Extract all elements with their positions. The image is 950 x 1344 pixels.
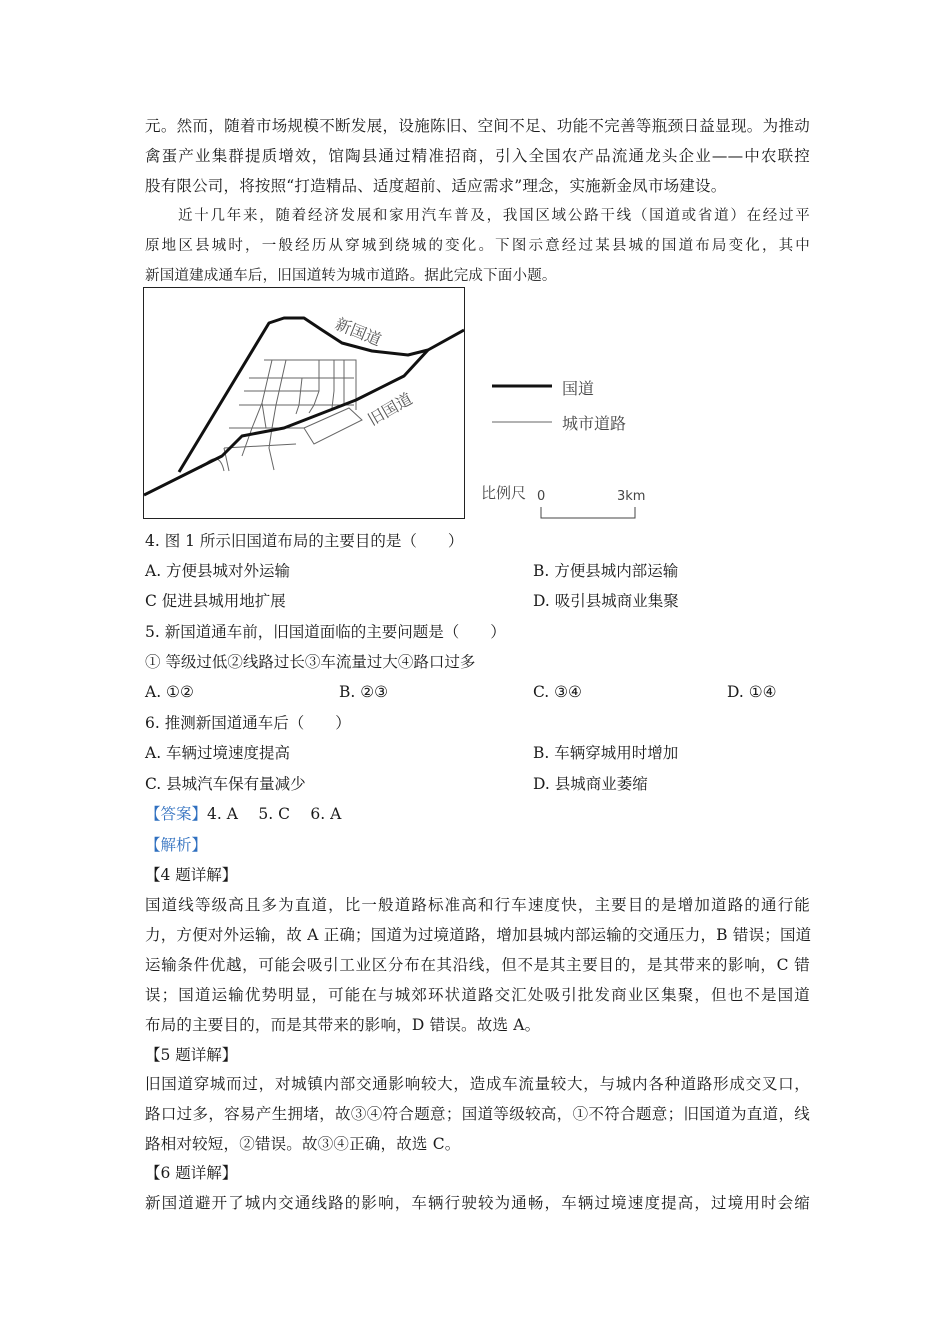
answer-tag: 【答案】 — [145, 805, 208, 823]
detail-6-title: 【6 题详解】 — [145, 1164, 238, 1182]
scale-zero: 0 — [537, 489, 546, 504]
question-4-option-a: A. 方便县城对外运输 — [145, 562, 291, 580]
answer-text: 4. A 5. C 6. A — [207, 805, 342, 823]
analysis-tag: 【解析】 — [145, 836, 208, 854]
detail-4-line-2: 力，方便对外运输，故 A 正确；国道为过境道路，增加县城内部运输的交通压力，B 错误；国道 — [145, 926, 812, 944]
legend-city-road: 城市道路 — [562, 414, 627, 433]
detail-5-line-2: 路口过多，容易产生拥堵，故③④符合题意；国道等级较高，①不符合题意；旧国道为直道，线 — [145, 1105, 810, 1123]
detail-4-line-1: 国道线等级高且多为直道，比一般道路标准高和行车速度快，主要目的是增加道路的通行能 — [145, 896, 810, 914]
detail-5-line-3: 路相对较短，②错误。故③④正确，故选 C。 — [145, 1135, 461, 1153]
detail-6-line-1: 新国道避开了城内交通线路的影响，车辆行驶较为通畅，车辆过境速度提高，过境用时会缩 — [145, 1194, 810, 1212]
detail-4-title: 【4 题详解】 — [145, 866, 238, 884]
detail-5-line-1: 旧国道穿城而过，对城镇内部交通影响较大，造成车流量较大，与城内各种道路形成交叉口， — [145, 1075, 810, 1093]
legend-lines — [492, 380, 562, 430]
scale-label: 比例尺 — [481, 484, 527, 502]
question-5-statements: ① 等级过低②线路过长③车流量过大④路口过多 — [145, 653, 476, 671]
intro-line-2: 禽蛋产业集群提质增效，馆陶县通过精准招商，引入全国农产品流通龙头企业——中农联控 — [145, 147, 810, 165]
answer-row — [145, 803, 341, 825]
question-6-option-a: A. 车辆过境速度提高 — [145, 744, 291, 762]
stem-line-2: 原地区县城时，一般经历从穿城到绕城的变化。下图示意经过某县城的国道布局变化，其中 — [145, 238, 810, 254]
legend-national-road: 国道 — [562, 379, 595, 398]
road-map-svg — [144, 288, 464, 518]
road-map-figure — [143, 287, 465, 519]
question-6-option-c: C. 县城汽车保有量减少 — [145, 775, 306, 793]
new-road-label: 新国道 — [332, 314, 385, 350]
scale-max: 3km — [617, 489, 646, 504]
question-5-stem: 5. 新国道通车前，旧国道面临的主要问题是（ ） — [145, 623, 506, 641]
stem-line-3: 新国道建成通车后，旧国道转为城市道路。据此完成下面小题。 — [145, 268, 557, 284]
stem-line-1: 近十几年来，随着经济发展和家用汽车普及，我国区域公路干线（国道或省道）在经过平 — [178, 208, 810, 224]
question-6-option-d: D. 县城商业萎缩 — [533, 775, 648, 793]
question-6-stem: 6. 推测新国道通车后（ ） — [145, 714, 351, 732]
question-5-option-a: A. ①② — [145, 683, 194, 701]
question-4-option-d: D. 吸引县城商业集聚 — [533, 592, 679, 610]
question-4-stem: 4. 图 1 所示旧国道布局的主要目的是（ ） — [145, 532, 464, 550]
question-5-option-d: D. ①④ — [727, 683, 777, 701]
question-5-option-b: B. ②③ — [339, 683, 389, 701]
scale-bar — [540, 506, 640, 520]
detail-4-line-4: 误；国道运输优势明显，可能在与城郊环状道路交汇处吸引批发商业区集聚，但也不是国道 — [145, 986, 810, 1004]
detail-4-line-5: 布局的主要目的，而是其带来的影响，D 错误。故选 A。 — [145, 1016, 541, 1034]
question-4-option-b: B. 方便县城内部运输 — [533, 562, 679, 580]
intro-line-3: 股有限公司，将按照“打造精品、适度超前、适应需求”理念，实施新金凤市场建设。 — [145, 177, 727, 195]
question-6-option-b: B. 车辆穿城用时增加 — [533, 744, 679, 762]
old-road-label: 旧国道 — [364, 389, 416, 430]
intro-line-1: 元。然而，随着市场规模不断发展，设施陈旧、空间不足、功能不完善等瓶颈日益显现。为推动 — [145, 117, 810, 135]
detail-5-title: 【5 题详解】 — [145, 1046, 238, 1064]
question-5-option-c: C. ③④ — [533, 683, 582, 701]
question-4-option-c: C 促进县城用地扩展 — [145, 592, 286, 610]
detail-4-line-3: 运输条件优越，可能会吸引工业区分布在其沿线，但不是其主要目的，是其带来的影响，C 错 — [145, 956, 810, 974]
